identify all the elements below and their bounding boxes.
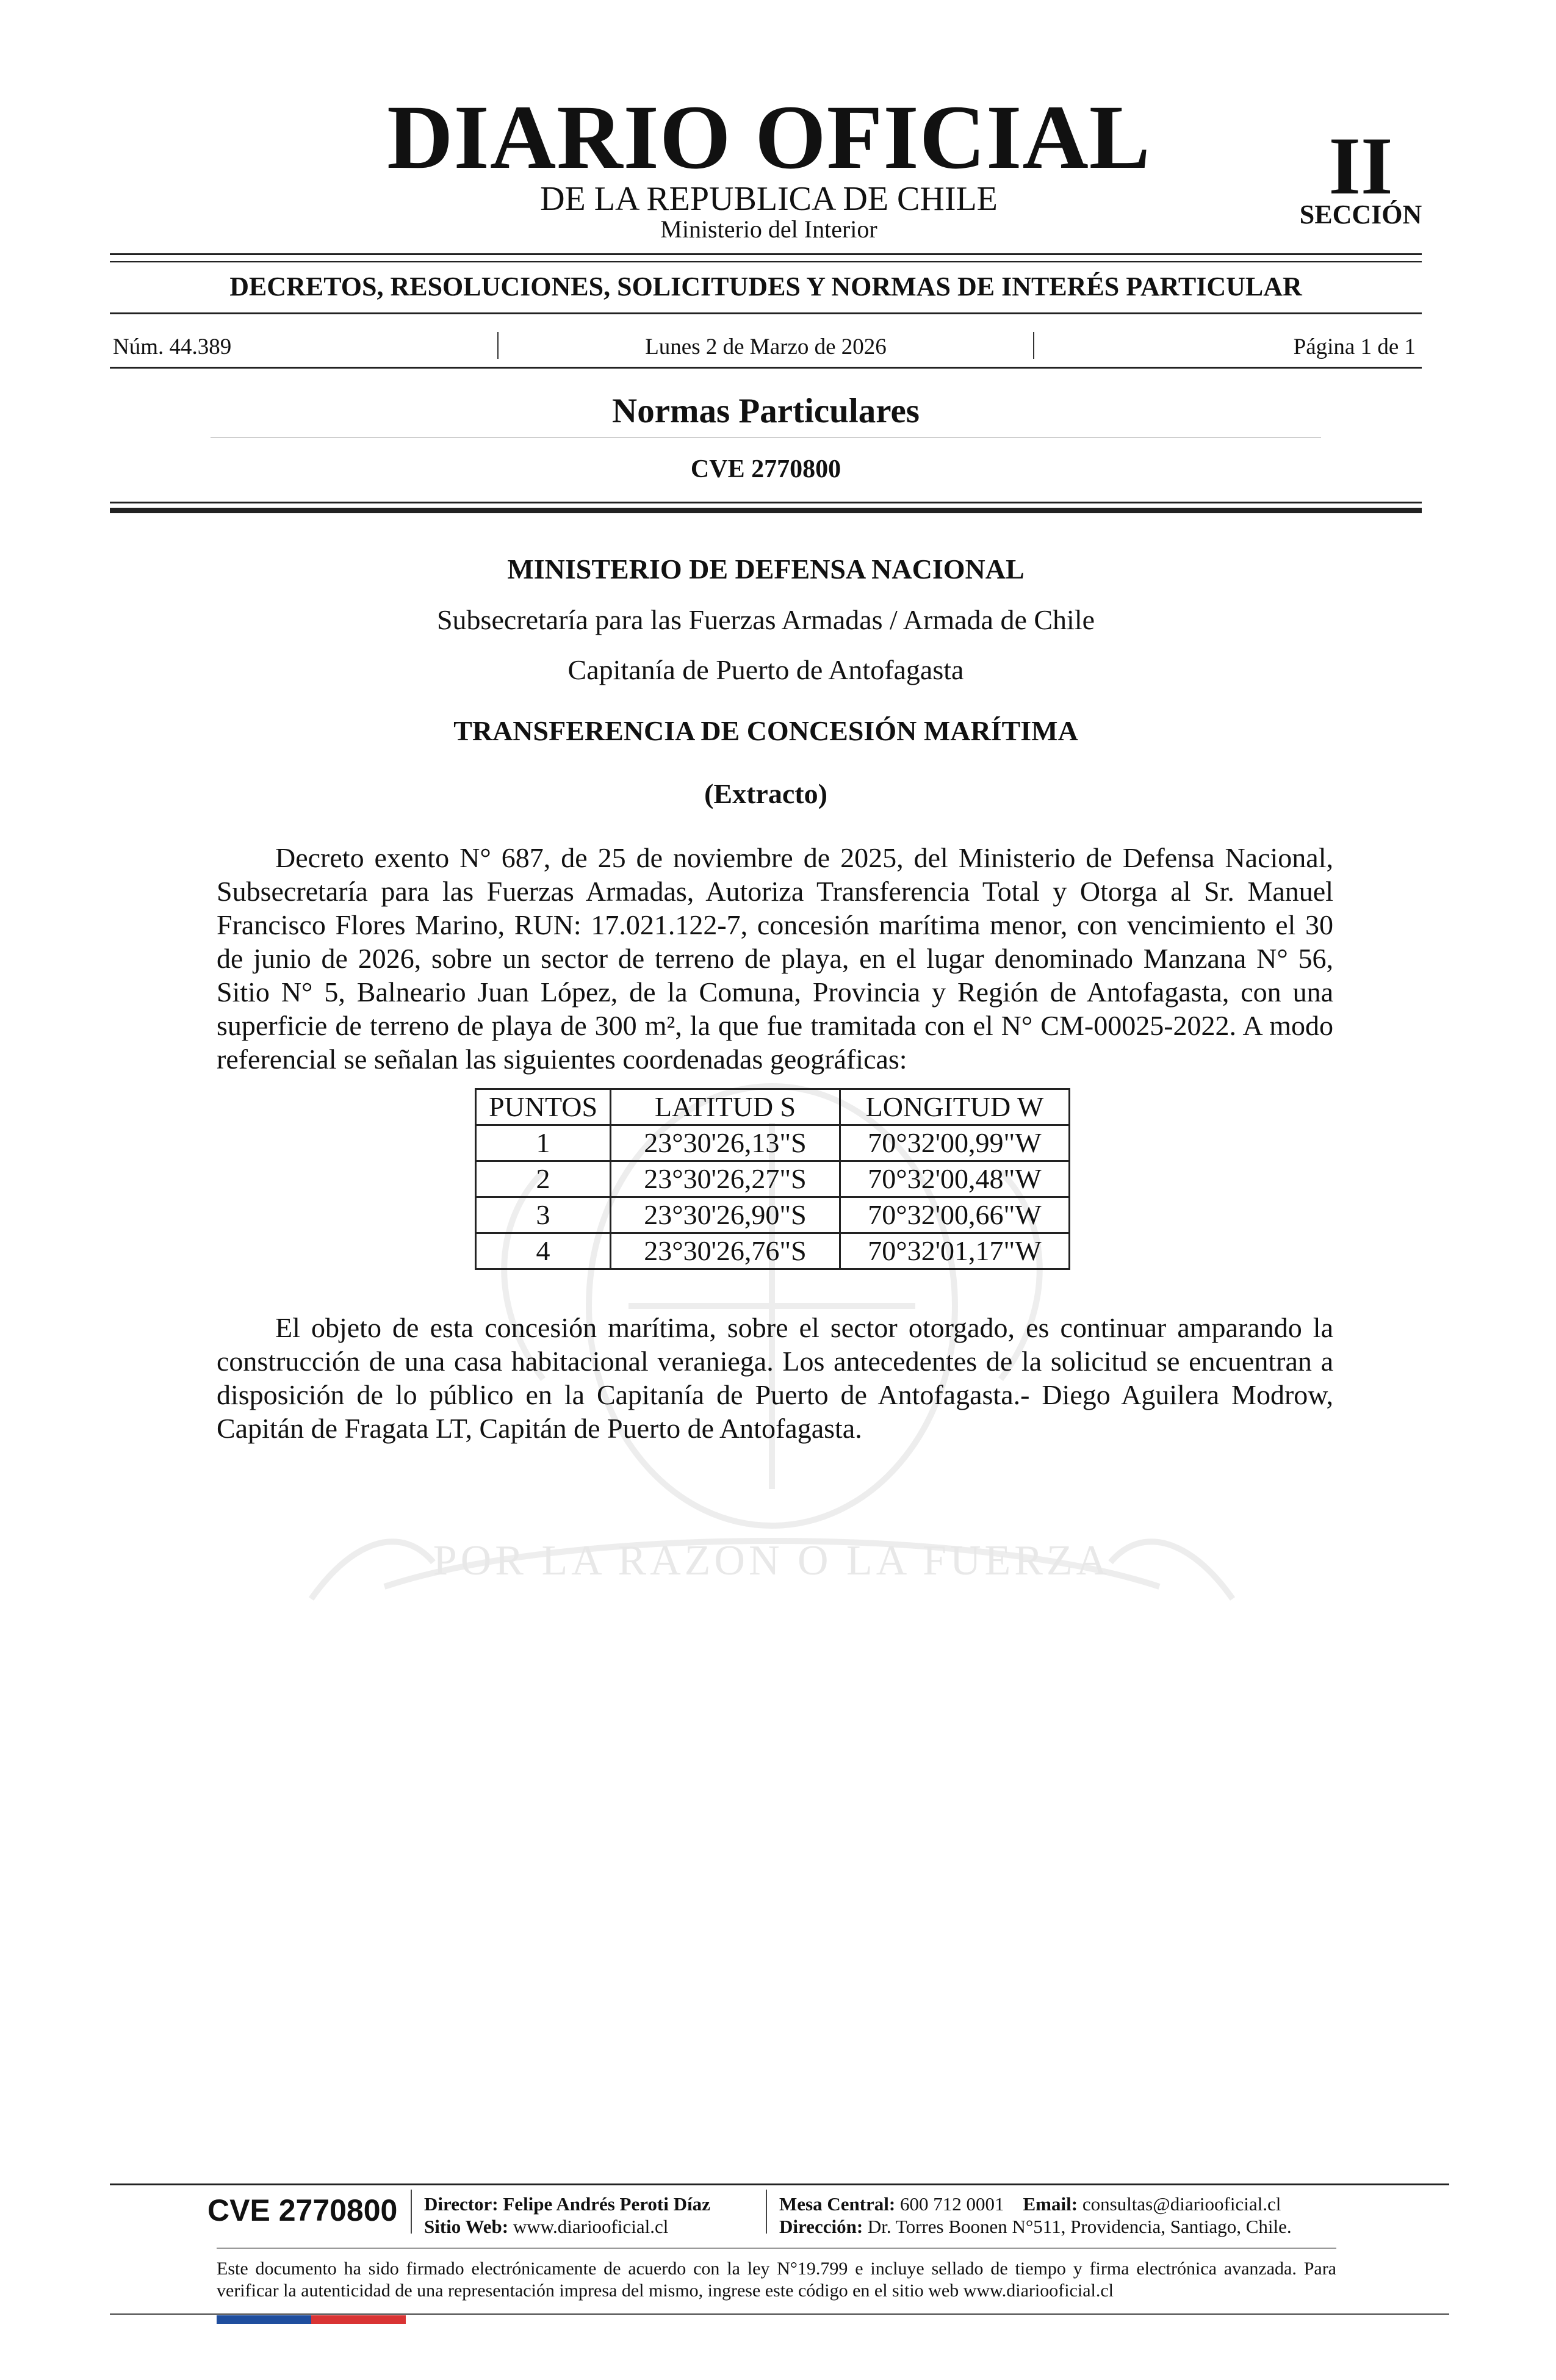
footer-director-name: Felipe Andrés Peroti Díaz (503, 2193, 710, 2215)
table-header: LONGITUD W (840, 1089, 1070, 1125)
info-rule (110, 367, 1422, 369)
table-cell: 1 (476, 1125, 611, 1161)
footer-mesa-label: Mesa Central: (779, 2193, 896, 2215)
header-rule-1 (110, 502, 1422, 503)
table-header: LATITUD S (611, 1089, 840, 1125)
table-cell: 23°30'26,27"S (611, 1161, 840, 1197)
masthead-title: DIARIO OFICIAL (387, 87, 1151, 188)
header-rule-2 (110, 508, 1422, 513)
table-row (476, 1233, 1070, 1269)
issue-date: Lunes 2 de Marzo de 2026 (645, 334, 887, 359)
issue-number: Núm. 44.389 (113, 334, 232, 359)
coordinates-table (475, 1088, 1070, 1270)
table-cell: 23°30'26,90"S (611, 1197, 840, 1233)
footer-address (779, 2215, 1292, 2238)
section-number: II (1328, 121, 1393, 212)
article-subsecretaria: Subsecretaría para las Fuerzas Armadas / Armada de Chile (436, 604, 1095, 635)
table-cell: 70°32'00,99"W (840, 1125, 1070, 1161)
footer-mesa-value: 600 712 0001 (900, 2193, 1004, 2215)
footer-legal-notice: Este documento ha sido firmado electrónicamente de acuerdo con la ley N°19.799 e incluye sellado de tiempo y firma electrónica avanzada. Para verificar la autenticidad de una representación impresa del mismo, ingrese este código en el sitio web www.diariooficial.cl (217, 2259, 1336, 2301)
footer-web-label: Sitio Web: (424, 2216, 509, 2237)
flag-stripe-red (311, 2315, 406, 2324)
table-row (476, 1161, 1070, 1197)
footer-director-label: Director: (424, 2193, 499, 2215)
footer-website (424, 2215, 668, 2238)
footer-contact (779, 2193, 1281, 2215)
footer-direccion-value: Dr. Torres Boonen N°511, Providencia, Santiago, Chile. (867, 2216, 1292, 2237)
article-title: TRANSFERENCIA DE CONCESIÓN MARÍTIMA (453, 715, 1078, 746)
footer-web-link[interactable]: www.diariooficial.cl (513, 2216, 669, 2237)
table-row (476, 1125, 1070, 1161)
table-cell: 3 (476, 1197, 611, 1233)
article-subtitle: (Extracto) (704, 778, 827, 809)
info-separator (1033, 332, 1034, 359)
cve-code: CVE 2770800 (690, 455, 841, 483)
flag-stripe-blue (217, 2315, 311, 2324)
footer-separator (766, 2190, 767, 2234)
table-cell: 4 (476, 1233, 611, 1269)
watermark-motto: POR LA RAZON O LA FUERZA (433, 1537, 1111, 1584)
section-title: Normas Particulares (612, 392, 920, 430)
footer-thin-rule (217, 2248, 1336, 2249)
footer-director (424, 2193, 710, 2215)
footer-bottom-rule (110, 2313, 1449, 2315)
band-rule-bottom (110, 312, 1422, 314)
table-cell: 23°30'26,13"S (611, 1125, 840, 1161)
section-title-rule (211, 437, 1321, 438)
table-header-row (476, 1089, 1070, 1125)
section-band: DECRETOS, RESOLUCIONES, SOLICITUDES Y NORMAS DE INTERÉS PARTICULAR (229, 272, 1302, 301)
table-cell: 2 (476, 1161, 611, 1197)
table-cell: 23°30'26,76"S (611, 1233, 840, 1269)
table-row (476, 1197, 1070, 1233)
footer-cve: CVE 2770800 (207, 2193, 398, 2227)
footer-separator (411, 2190, 412, 2234)
footer-email-link[interactable]: consultas@diariooficial.cl (1082, 2193, 1281, 2215)
footer-email-label: Email: (1023, 2193, 1078, 2215)
table-cell: 70°32'01,17"W (840, 1233, 1070, 1269)
table-header: PUNTOS (476, 1089, 611, 1125)
section-label: SECCIÓN (1299, 200, 1422, 229)
article-paragraph-1: Decreto exento N° 687, de 25 de noviembre de 2025, del Ministerio de Defensa Nacional, Subsecretaría para las Fuerzas Armadas, Autoriza Transferencia Total y Otorga al Sr. Manuel Francisco Flores Marino, RUN: 17.021.122-7, concesión marítima menor, con vencimiento el 30 de junio de 2026, sobre un sector de terreno de playa, en el lugar denominado Manzana N° 56, Sitio N° 5, Balneario Juan López, de la Comuna, Provincia y Región de Antofagasta, con una superficie de terreno de playa de 300 m², la que fue tramitada con el N° CM-00025-2022. A modo referencial se señalan las siguientes coordenadas geográficas: (217, 842, 1333, 1075)
masthead-ministry: Ministerio del Interior (660, 215, 877, 243)
masthead-rule-top (110, 253, 1422, 255)
table-cell: 70°32'00,48"W (840, 1161, 1070, 1197)
article-capitania: Capitanía de Puerto de Antofagasta (567, 654, 964, 685)
footer-direccion-label: Dirección: (779, 2216, 863, 2237)
masthead-rule-top-2 (110, 261, 1422, 262)
issue-page: Página 1 de 1 (1293, 334, 1416, 359)
article-paragraph-2: El objeto de esta concesión marítima, sobre el sector otorgado, es continuar amparando la construcción de una casa habitacional veraniega. Los antecedentes de la solicitud se encuentran a disposición de lo público en la Capitanía de Puerto de Antofagasta.- Diego Aguilera Modrow, Capitán de Fragata LT, Capitán de Puerto de Antofagasta. (217, 1312, 1333, 1444)
article-ministry: MINISTERIO DE DEFENSA NACIONAL (507, 554, 1025, 585)
table-cell: 70°32'00,66"W (840, 1197, 1070, 1233)
footer-rule (110, 2183, 1449, 2185)
masthead-subtitle: DE LA REPUBLICA DE CHILE (540, 180, 998, 218)
